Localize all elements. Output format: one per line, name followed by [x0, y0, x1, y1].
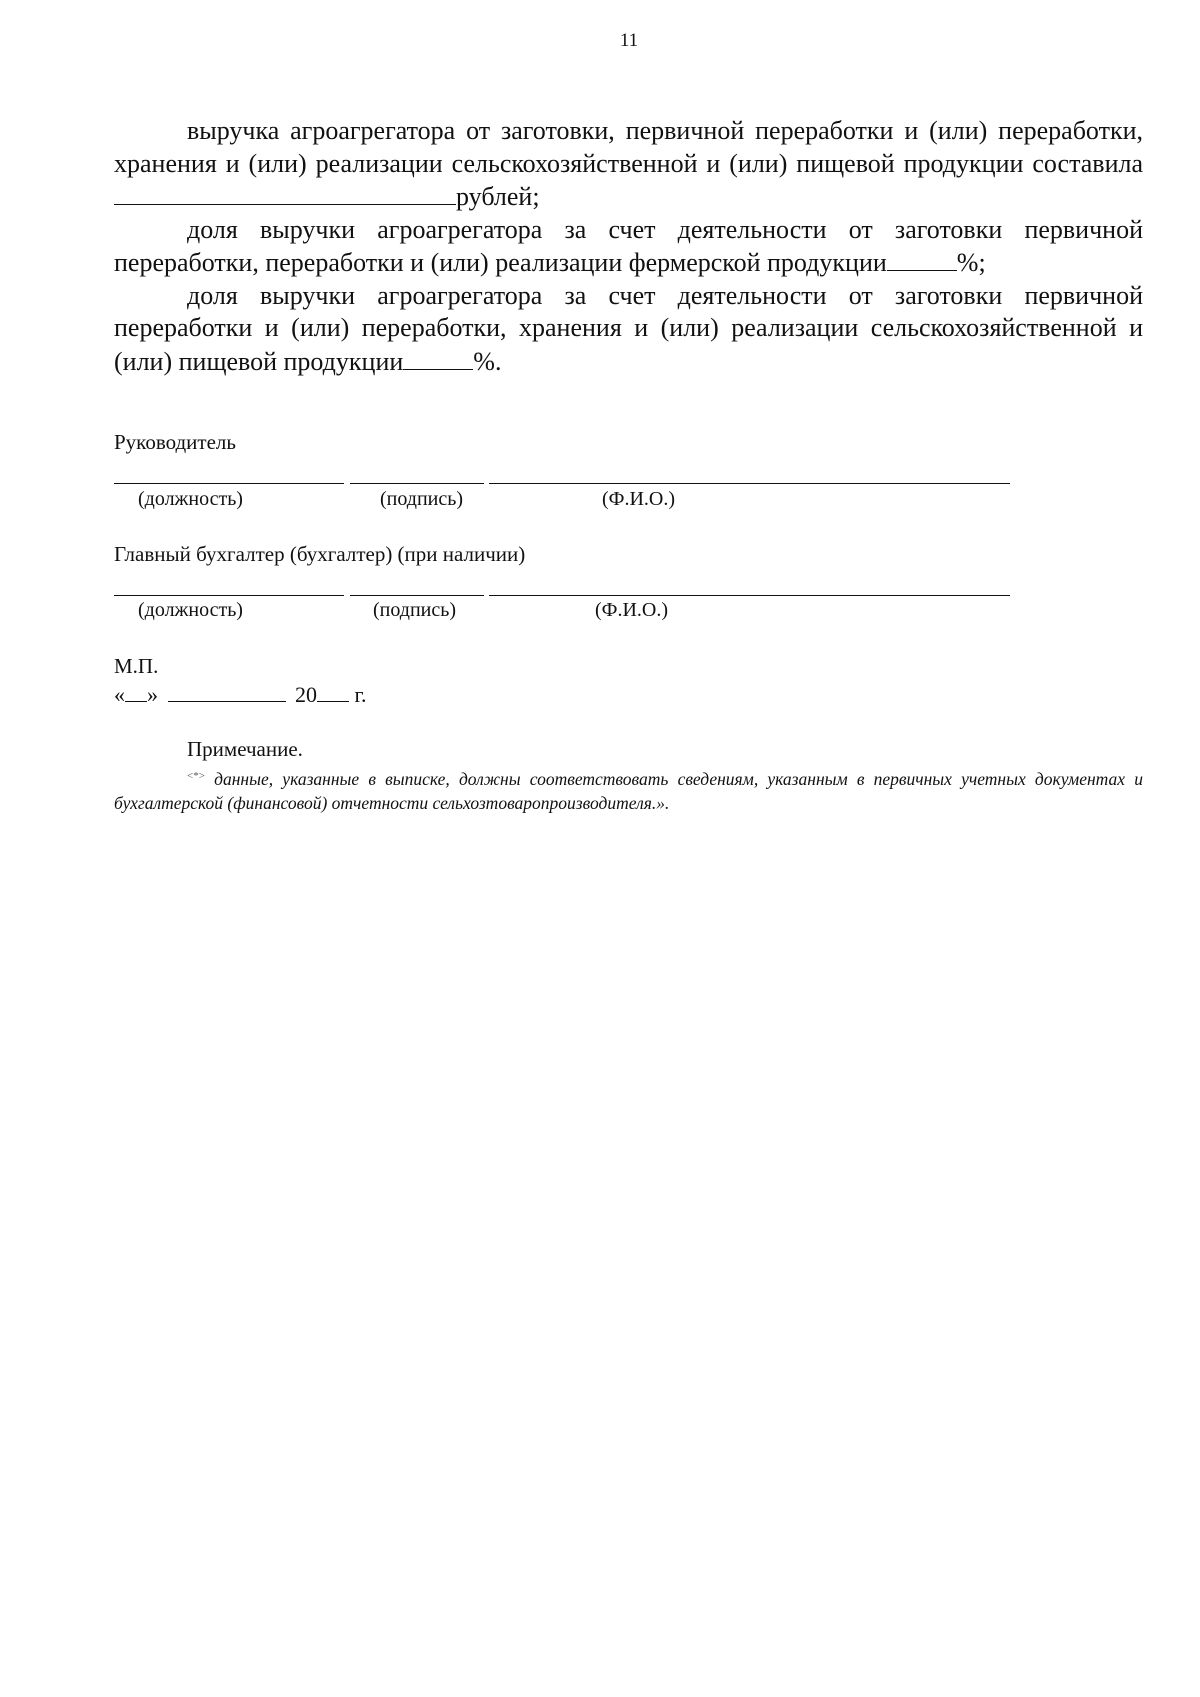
head-name-line[interactable]	[489, 483, 1010, 484]
revenue-text: выручка агроагрегатора от заготовки, первичной переработки и (или) переработки, хранения и (или) реализации сельскохозяйственной и (или) пищевой продукции составила	[114, 116, 1143, 178]
farm-share-text: доля выручки агроагрегатора за счет деятельности от заготовки первичной переработки, переработки и (или) реализации фермерской продукции	[114, 214, 1143, 277]
date-open-quote: «	[114, 682, 125, 707]
revenue-amount-blank[interactable]	[114, 180, 456, 205]
head-position-line[interactable]	[114, 483, 344, 484]
date-close-quote: »	[147, 682, 158, 707]
report-body	[114, 115, 1143, 378]
head-position-caption: (должность)	[138, 488, 243, 510]
head-title: Руководитель	[114, 430, 236, 454]
stamp-place-label: М.П.	[114, 654, 159, 678]
head-signature-caption: (подпись)	[380, 488, 464, 510]
food-share-unit: %.	[473, 346, 502, 376]
date-year-suffix: г.	[349, 682, 367, 707]
head-name-caption: (Ф.И.О.)	[602, 488, 676, 510]
food-share-blank[interactable]	[403, 345, 473, 370]
farm-share-unit: %;	[956, 248, 986, 277]
note-text-block	[114, 764, 1143, 815]
head-signature-line[interactable]	[350, 483, 484, 484]
farm-share-blank[interactable]	[887, 246, 957, 271]
food-share-paragraph	[114, 280, 1143, 379]
accountant-signature-line[interactable]	[350, 595, 484, 596]
date-year-prefix: 20	[295, 682, 317, 707]
note-marker: <*>	[187, 770, 205, 782]
note-title: Примечание.	[187, 737, 303, 761]
date-day-blank[interactable]	[125, 681, 147, 702]
accountant-name-caption: (Ф.И.О.)	[595, 599, 669, 621]
revenue-unit: рублей;	[456, 182, 540, 211]
accountant-position-line[interactable]	[114, 595, 344, 596]
accountant-title: Главный бухгалтер (бухгалтер) (при наличии)	[114, 542, 526, 566]
page-number: 11	[619, 30, 639, 51]
accountant-name-line[interactable]	[489, 595, 1010, 596]
note-text: данные, указанные в выписке, должны соответствовать сведениям, указанным в первичных учетных документах и бухгалтерской (финансовой) отчетности сельхозтоваропроизводителя.».	[114, 769, 1143, 813]
revenue-paragraph	[114, 115, 1143, 214]
date-year-blank[interactable]	[317, 681, 349, 702]
accountant-signature-caption: (подпись)	[373, 599, 457, 621]
food-share-text: доля выручки агроагрегатора за счет деятельности от заготовки первичной переработки и (или) переработки, хранения и (или) реализации сельскохозяйственной и (или) пищевой продукции	[114, 280, 1143, 376]
date-line	[114, 681, 367, 708]
farm-share-paragraph	[114, 214, 1143, 280]
date-month-blank[interactable]	[168, 681, 286, 702]
accountant-position-caption: (должность)	[138, 599, 243, 621]
